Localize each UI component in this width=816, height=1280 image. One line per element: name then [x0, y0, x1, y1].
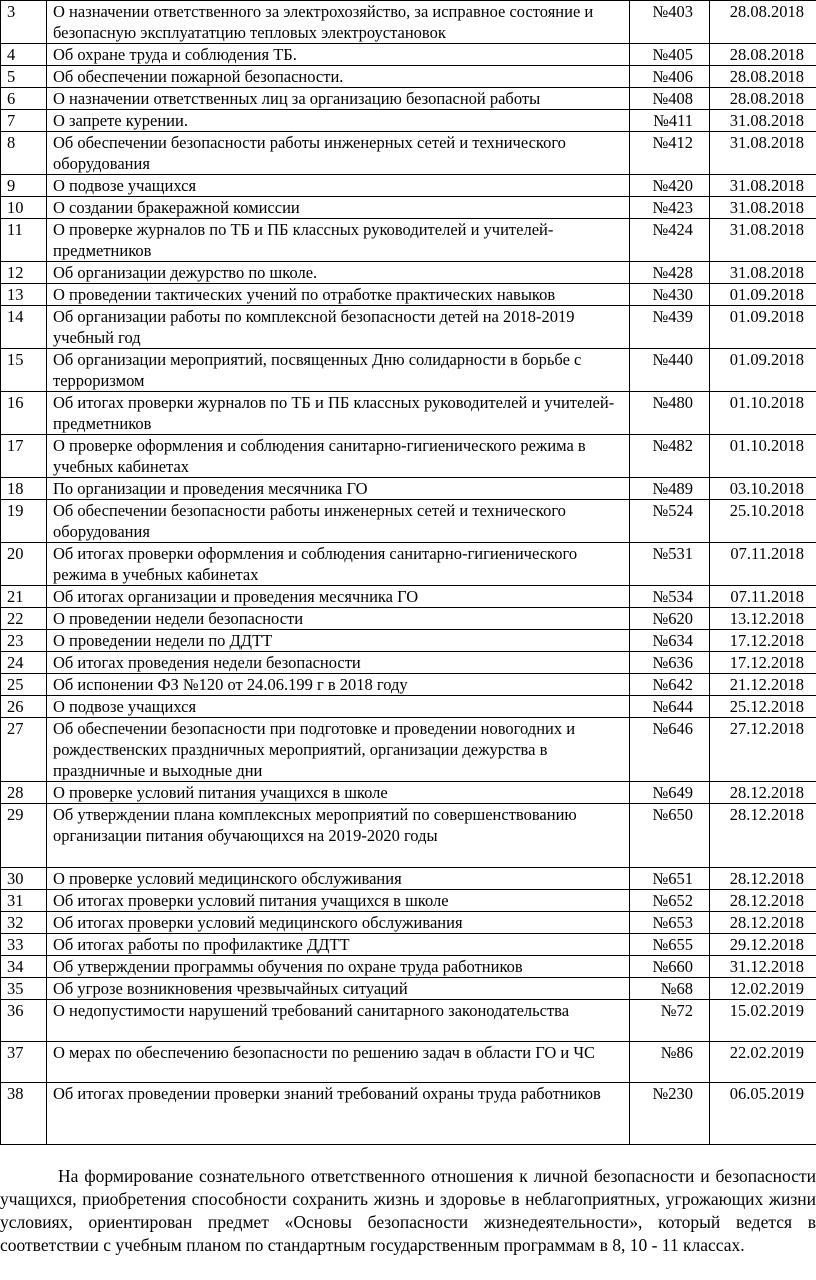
order-title: О проведении тактических учений по отработке практических навыков	[47, 284, 630, 306]
order-number: №68	[630, 978, 710, 1000]
order-date: 31.08.2018	[710, 262, 816, 284]
order-date: 28.08.2018	[710, 1, 816, 44]
order-date: 01.09.2018	[710, 349, 816, 392]
table-row	[1, 435, 816, 478]
order-title: Об организации мероприятий, посвященных Дню солидарности в борьбе с терроризмом	[47, 349, 630, 392]
table-row	[1, 88, 816, 110]
order-title: Об обеспечении пожарной безопасности.	[47, 66, 630, 88]
order-date: 13.12.2018	[710, 608, 816, 630]
row-number: 27	[1, 718, 47, 782]
order-number: №660	[630, 956, 710, 978]
table-row	[1, 110, 816, 132]
table-row	[1, 306, 816, 349]
table-row	[1, 392, 816, 435]
order-title: Об обеспечении безопасности работы инженерных сетей и технического оборудования	[47, 500, 630, 543]
order-number: №480	[630, 392, 710, 435]
order-date: 22.02.2019	[710, 1042, 816, 1083]
order-date: 28.08.2018	[710, 88, 816, 110]
order-date: 28.12.2018	[710, 868, 816, 890]
order-date: 25.12.2018	[710, 696, 816, 718]
row-number: 21	[1, 586, 47, 608]
row-number: 37	[1, 1042, 47, 1083]
order-date: 07.11.2018	[710, 543, 816, 586]
order-title: О подвозе учащихся	[47, 696, 630, 718]
row-number: 9	[1, 175, 47, 197]
row-number: 5	[1, 66, 47, 88]
order-title: О проверке оформления и соблюдения санитарно-гигиенического режима в учебных кабинетах	[47, 435, 630, 478]
row-number: 13	[1, 284, 47, 306]
row-number: 15	[1, 349, 47, 392]
order-title: Об организации дежурство по школе.	[47, 262, 630, 284]
order-number: №72	[630, 1000, 710, 1042]
table-row	[1, 804, 816, 868]
order-title: О мерах по обеспечению безопасности по решению задач в области ГО и ЧС	[47, 1042, 630, 1083]
order-title: О создании бракеражной комиссии	[47, 197, 630, 219]
order-title: О недопустимости нарушений требований санитарного законодательства	[47, 1000, 630, 1042]
row-number: 17	[1, 435, 47, 478]
order-title: О проверке условий питания учащихся в школе	[47, 782, 630, 804]
order-title: О проведении недели по ДДТТ	[47, 630, 630, 652]
table-row	[1, 175, 816, 197]
order-date: 17.12.2018	[710, 652, 816, 674]
table-row	[1, 782, 816, 804]
table-row	[1, 608, 816, 630]
order-date: 28.12.2018	[710, 782, 816, 804]
row-number: 23	[1, 630, 47, 652]
order-title: Об угрозе возникновения чрезвычайных ситуаций	[47, 978, 630, 1000]
order-title: Об охране труда и соблюдения ТБ.	[47, 44, 630, 66]
order-date: 29.12.2018	[710, 934, 816, 956]
orders-table-body	[1, 1, 816, 1145]
order-title: О проверке журналов по ТБ и ПБ классных руководителей и учителей-предметников	[47, 219, 630, 262]
order-date: 28.12.2018	[710, 890, 816, 912]
row-number: 18	[1, 478, 47, 500]
table-row	[1, 956, 816, 978]
order-number: №620	[630, 608, 710, 630]
table-row	[1, 978, 816, 1000]
order-title: Об итогах проведении проверки знаний требований охраны труда работников	[47, 1083, 630, 1145]
row-number: 25	[1, 674, 47, 696]
order-number: №642	[630, 674, 710, 696]
order-title: Об итогах проверки условий питания учащихся в школе	[47, 890, 630, 912]
row-number: 20	[1, 543, 47, 586]
order-title: Об утверждении плана комплексных мероприятий по совершенствованию организации питания обучающихся на 2019-2020 годы	[47, 804, 630, 868]
row-number: 34	[1, 956, 47, 978]
order-title: Об обеспечении безопасности работы инженерных сетей и технического оборудования	[47, 132, 630, 175]
order-number: №652	[630, 890, 710, 912]
order-title: Об итогах проведения недели безопасности	[47, 652, 630, 674]
table-row	[1, 652, 816, 674]
order-title: По организации и проведения месячника ГО	[47, 478, 630, 500]
order-date: 01.09.2018	[710, 284, 816, 306]
order-number: №439	[630, 306, 710, 349]
order-number: №420	[630, 175, 710, 197]
order-title: О проведении недели безопасности	[47, 608, 630, 630]
order-date: 21.12.2018	[710, 674, 816, 696]
table-row	[1, 219, 816, 262]
row-number: 16	[1, 392, 47, 435]
order-number: №634	[630, 630, 710, 652]
row-number: 10	[1, 197, 47, 219]
table-row	[1, 934, 816, 956]
table-row	[1, 543, 816, 586]
order-number: №489	[630, 478, 710, 500]
row-number: 8	[1, 132, 47, 175]
order-number: №406	[630, 66, 710, 88]
row-number: 6	[1, 88, 47, 110]
order-number: №650	[630, 804, 710, 868]
order-date: 07.11.2018	[710, 586, 816, 608]
order-date: 31.08.2018	[710, 110, 816, 132]
order-title: О проверке условий медицинского обслуживания	[47, 868, 630, 890]
order-title: О назначении ответственных лиц за организацию безопасной работы	[47, 88, 630, 110]
row-number: 14	[1, 306, 47, 349]
table-row	[1, 349, 816, 392]
order-date: 03.10.2018	[710, 478, 816, 500]
table-row	[1, 630, 816, 652]
order-date: 01.10.2018	[710, 435, 816, 478]
table-row	[1, 718, 816, 782]
row-number: 12	[1, 262, 47, 284]
table-row	[1, 1, 816, 44]
order-date: 12.02.2019	[710, 978, 816, 1000]
order-number: №531	[630, 543, 710, 586]
order-number: №408	[630, 88, 710, 110]
order-date: 31.08.2018	[710, 175, 816, 197]
body-paragraph: На формирование сознательного ответственного отношения к личной безопасности и безопасности учащихся, приобретения способности сохранить жизнь и здоровье в неблагоприятных, угрожающих жизни условиях, ориентирован предмет «Основы безопасности жизнедеятельности», который ведется в соответствии с учебным планом по стандартным государственным программам в 8, 10 - 11 классах.	[0, 1166, 816, 1255]
order-date: 28.12.2018	[710, 912, 816, 934]
table-row	[1, 197, 816, 219]
table-row	[1, 478, 816, 500]
table-row	[1, 674, 816, 696]
table-row	[1, 262, 816, 284]
order-number: №649	[630, 782, 710, 804]
order-title: О назначении ответственного за электрохозяйство, за исправное состояние и безопасную эксплуататцию тепловых электроустановок	[47, 1, 630, 44]
order-number: №534	[630, 586, 710, 608]
order-number: №428	[630, 262, 710, 284]
table-row	[1, 1083, 816, 1145]
table-row	[1, 1000, 816, 1042]
row-number: 19	[1, 500, 47, 543]
order-title: Об итогах проверки условий медицинского обслуживания	[47, 912, 630, 934]
order-number: №430	[630, 284, 710, 306]
table-row	[1, 284, 816, 306]
table-row	[1, 586, 816, 608]
order-number: №403	[630, 1, 710, 44]
table-row	[1, 66, 816, 88]
row-number: 30	[1, 868, 47, 890]
row-number: 26	[1, 696, 47, 718]
row-number: 22	[1, 608, 47, 630]
row-number: 31	[1, 890, 47, 912]
row-number: 38	[1, 1083, 47, 1145]
table-row	[1, 500, 816, 543]
order-date: 01.10.2018	[710, 392, 816, 435]
order-date: 01.09.2018	[710, 306, 816, 349]
order-number: №646	[630, 718, 710, 782]
order-number: №86	[630, 1042, 710, 1083]
order-title: Об утверждении программы обучения по охране труда работников	[47, 956, 630, 978]
order-title: Об итогах работы по профилактике ДДТТ	[47, 934, 630, 956]
table-row	[1, 44, 816, 66]
order-date: 31.08.2018	[710, 219, 816, 262]
row-number: 7	[1, 110, 47, 132]
order-number: №405	[630, 44, 710, 66]
order-date: 17.12.2018	[710, 630, 816, 652]
row-number: 28	[1, 782, 47, 804]
row-number: 29	[1, 804, 47, 868]
order-number: №636	[630, 652, 710, 674]
order-number: №230	[630, 1083, 710, 1145]
order-title: О запрете курении.	[47, 110, 630, 132]
table-row	[1, 912, 816, 934]
order-title: Об итогах организации и проведения месячника ГО	[47, 586, 630, 608]
row-number: 36	[1, 1000, 47, 1042]
order-title: О подвозе учащихся	[47, 175, 630, 197]
table-row	[1, 132, 816, 175]
order-number: №655	[630, 934, 710, 956]
order-date: 27.12.2018	[710, 718, 816, 782]
order-number: №644	[630, 696, 710, 718]
order-title: Об обеспечении безопасности при подготовке и проведении новогодних и рождественских праздничных мероприятий, организации дежурства в праздничные и выходные дни	[47, 718, 630, 782]
order-date: 06.05.2019	[710, 1083, 816, 1145]
row-number: 35	[1, 978, 47, 1000]
order-date: 15.02.2019	[710, 1000, 816, 1042]
order-date: 31.08.2018	[710, 132, 816, 175]
row-number: 24	[1, 652, 47, 674]
order-number: №651	[630, 868, 710, 890]
order-number: №482	[630, 435, 710, 478]
row-number: 33	[1, 934, 47, 956]
order-date: 31.12.2018	[710, 956, 816, 978]
order-date: 31.08.2018	[710, 197, 816, 219]
order-number: №653	[630, 912, 710, 934]
order-number: №412	[630, 132, 710, 175]
row-number: 11	[1, 219, 47, 262]
order-number: №424	[630, 219, 710, 262]
table-row	[1, 890, 816, 912]
order-date: 28.08.2018	[710, 44, 816, 66]
order-title: Об испонении ФЗ №120 от 24.06.199 г в 2018 году	[47, 674, 630, 696]
row-number: 32	[1, 912, 47, 934]
order-title: Об итогах проверки оформления и соблюдения санитарно-гигиенического режима в учебных кабинетах	[47, 543, 630, 586]
row-number: 4	[1, 44, 47, 66]
order-number: №411	[630, 110, 710, 132]
order-number: №524	[630, 500, 710, 543]
order-number: №423	[630, 197, 710, 219]
order-date: 28.08.2018	[710, 66, 816, 88]
order-date: 28.12.2018	[710, 804, 816, 868]
row-number: 3	[1, 1, 47, 44]
table-row	[1, 1042, 816, 1083]
order-date: 25.10.2018	[710, 500, 816, 543]
order-title: Об итогах проверки журналов по ТБ и ПБ классных руководителей и учителей-предметников	[47, 392, 630, 435]
table-row	[1, 868, 816, 890]
order-title: Об организации работы по комплексной безопасности детей на 2018-2019 учебный год	[47, 306, 630, 349]
order-number: №440	[630, 349, 710, 392]
table-row	[1, 696, 816, 718]
